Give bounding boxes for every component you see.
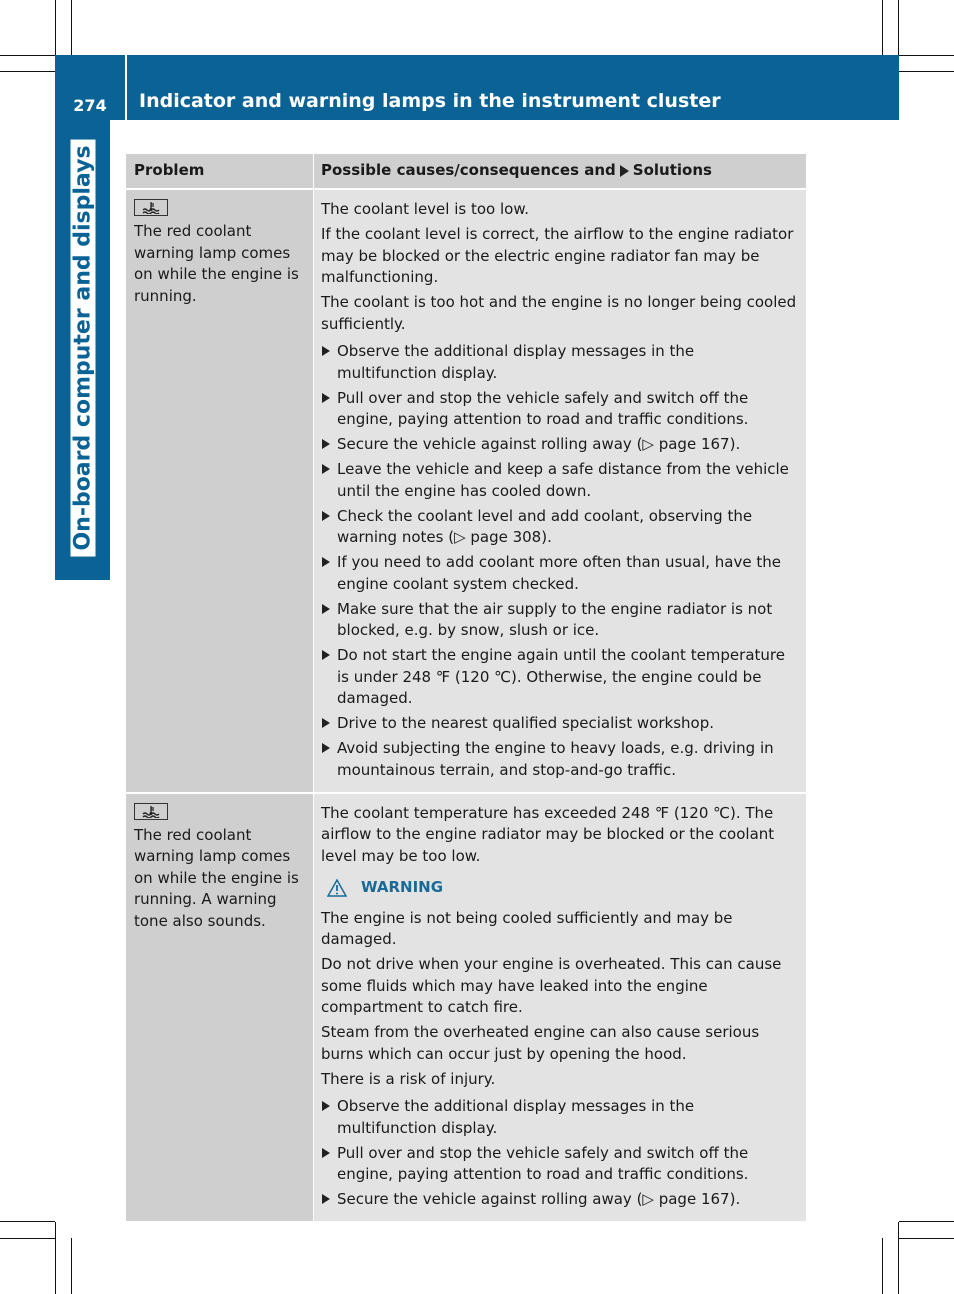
solution-step: Make sure that the air supply to the engine radiator is not blocked, e.g. by snow, slush or ice. (321, 599, 798, 642)
coolant-temperature-lamp-icon (134, 199, 168, 216)
column-header-problem: Problem (134, 161, 205, 180)
solution-step: Pull over and stop the vehicle safely and switch off the engine, paying attention to road and traffic conditions. (321, 388, 798, 431)
problem-cell (126, 794, 313, 1222)
crop-mark (899, 55, 954, 56)
crop-mark (0, 1238, 55, 1239)
arrow-right-icon (620, 165, 629, 177)
crop-mark (0, 71, 55, 72)
table-header-row (126, 154, 806, 188)
problem-cell (126, 190, 313, 792)
problem-text: The red coolant warning lamp comes on while the engine is running. A warning tone also sounds. (134, 825, 299, 930)
solution-step: Pull over and stop the vehicle safely and switch off the engine, paying attention to road and traffic conditions. (321, 1143, 798, 1186)
warning-paragraph: Steam from the overheated engine can also cause serious burns which can occur just by opening the hood. (321, 1023, 760, 1063)
crop-mark (0, 55, 55, 56)
crop-mark (899, 1221, 954, 1222)
crop-mark (0, 1221, 55, 1222)
crop-mark (898, 0, 899, 55)
crop-mark (899, 1238, 954, 1239)
crop-mark (898, 1222, 899, 1294)
solutions-cell (314, 794, 806, 1222)
solution-step: Avoid subjecting the engine to heavy loads, e.g. driving in mountainous terrain, and stop-and-go traffic. (321, 738, 798, 781)
column-header-causes (314, 154, 806, 188)
solution-step: Do not start the engine again until the coolant temperature is under 248 ℉ (120 ℃). Otherwise, the engine could be damaged. (321, 645, 798, 710)
crop-mark (882, 1238, 883, 1294)
column-header-causes-label: Possible causes/consequences and (321, 161, 616, 180)
crop-mark (71, 0, 72, 55)
solution-step: Observe the additional display messages in the multifunction display. (321, 341, 798, 384)
table-row (126, 188, 806, 792)
cause-paragraph: The coolant temperature has exceeded 248 ℉ (120 ℃). The airflow to the engine radiator may be blocked or the coolant level may be too low. (321, 803, 775, 865)
page-number: 274 (73, 96, 107, 115)
crop-mark (55, 0, 56, 55)
section-title: On-board computer and displays (71, 139, 96, 556)
crop-mark (55, 1222, 56, 1294)
column-header-solutions-label: Solutions (632, 161, 712, 180)
crop-mark (899, 71, 954, 72)
cause-paragraph: The coolant is too hot and the engine is no longer being cooled sufficiently. (321, 293, 797, 333)
warning-label: WARNING (361, 878, 444, 896)
solution-step: Check the coolant level and add coolant, observing the warning notes (▷ page 308). (321, 506, 798, 549)
solution-step: Secure the vehicle against rolling away (▷ page 167). (321, 1189, 798, 1211)
problem-text: The red coolant warning lamp comes on while the engine is running. (134, 222, 299, 305)
coolant-temperature-lamp-icon (134, 803, 168, 820)
warning-paragraph: Do not drive when your engine is overheated. This can cause some fluids which may have leaked into the engine compartment to catch fire. (321, 955, 782, 1016)
solution-step: Drive to the nearest qualified specialist workshop. (321, 713, 798, 735)
indicator-table (126, 154, 806, 1221)
solution-step: Leave the vehicle and keep a safe distance from the vehicle until the engine has cooled down. (321, 459, 798, 502)
cause-paragraph: If the coolant level is correct, the airflow to the engine radiator may be blocked or the electric engine radiator fan may be malfunctioning. (321, 225, 794, 286)
crop-mark (882, 0, 883, 55)
warning-triangle-icon (327, 879, 347, 897)
warning-paragraph: There is a risk of injury. (321, 1069, 496, 1088)
crop-mark (71, 1238, 72, 1294)
solution-step: Observe the additional display messages in the multifunction display. (321, 1096, 798, 1139)
solutions-cell (314, 190, 806, 792)
table-row (126, 792, 806, 1222)
warning-heading (327, 877, 798, 899)
header-divider (125, 55, 127, 120)
page-title: Indicator and warning lamps in the instrument cluster (139, 90, 721, 112)
cause-paragraph: The coolant level is too low. (321, 200, 529, 218)
solution-step: Secure the vehicle against rolling away (▷ page 167). (321, 434, 798, 456)
warning-paragraph: The engine is not being cooled sufficiently and may be damaged. (321, 908, 733, 948)
solution-step: If you need to add coolant more often than usual, have the engine coolant system checked. (321, 552, 798, 595)
